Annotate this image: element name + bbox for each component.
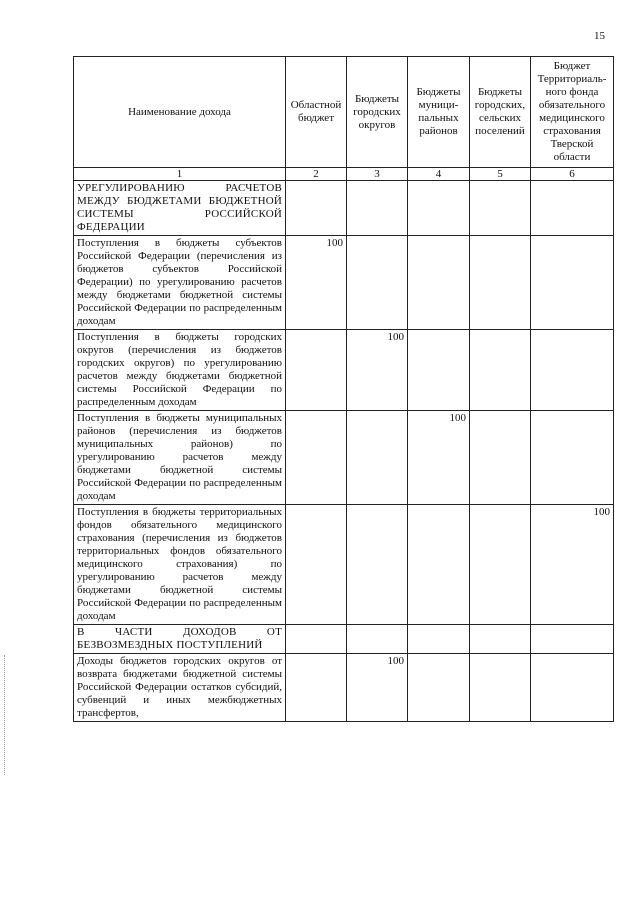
column-number: 6 [531,168,614,181]
column-number: 4 [408,168,470,181]
value-cell [286,181,347,236]
value-cell [347,505,408,625]
value-cell [531,654,614,722]
value-cell [408,505,470,625]
income-name: Поступления в бюджеты субъектов Российской Федерации (перечисления из бюджетов субъектов Российской Федерации) по урегулированию расчетов между бюджетами бюджетной системы Российской Федерации по распределенным доходам [74,236,286,330]
column-number: 3 [347,168,408,181]
table-row [74,411,614,505]
table-row [74,505,614,625]
header-city-district-budgets: Бюджеты городских округов [347,57,408,168]
page-number: 15 [594,30,605,42]
value-cell [286,330,347,411]
value-cell [470,330,531,411]
column-number-row [74,168,614,181]
value-cell: 100 [408,411,470,505]
value-cell [531,236,614,330]
value-cell [408,181,470,236]
header-regional-budget: Областной бюджет [286,57,347,168]
section-heading: УРЕГУЛИРОВАНИЮ РАСЧЕТОВ МЕЖДУ БЮДЖЕТАМИ БЮДЖЕТНОЙ СИСТЕМЫ РОССИЙСКОЙ ФЕДЕРАЦИИ [74,181,286,236]
value-cell: 100 [286,236,347,330]
table-row [74,625,614,654]
income-name: Поступления в бюджеты территориальных фондов обязательного медицинского страхования (перечисления из бюджетов территориальных фондов обязательного медицинского страхования) по урегулированию расчетов между бюджетами бюджетной системы Российской Федерации по распределенным доходам [74,505,286,625]
value-cell [470,181,531,236]
value-cell: 100 [347,330,408,411]
table-row [74,236,614,330]
value-cell [286,625,347,654]
income-name: Доходы бюджетов городских округов от возврата бюджетами бюджетной системы Российской Федерации остатков субсидий, субвенций и иных межбюджетных трансфертов, [74,654,286,722]
value-cell [531,181,614,236]
value-cell: 100 [531,505,614,625]
value-cell [408,236,470,330]
value-cell [347,236,408,330]
margin-mark [4,655,6,775]
section-heading: В ЧАСТИ ДОХОДОВ ОТ БЕЗВОЗМЕЗДНЫХ ПОСТУПЛЕНИЙ [74,625,286,654]
income-name: Поступления в бюджеты городских округов (перечисления из бюджетов городских округов) по урегулированию расчетов между бюджетами бюджетной системы Российской Федерации по распределенным доходам [74,330,286,411]
value-cell [470,236,531,330]
header-income-name: Наименование дохода [74,57,286,168]
value-cell [347,411,408,505]
value-cell [470,654,531,722]
value-cell: 100 [347,654,408,722]
column-number: 5 [470,168,531,181]
header-medical-insurance-fund-budget: Бюджет Территориаль-ного фонда обязательного медицинского страхования Тверской области [531,57,614,168]
table-row [74,330,614,411]
income-name: Поступления в бюджеты муниципальных районов (перечисления из бюджетов муниципальных районов) по урегулированию расчетов между бюджетами бюджетной системы Российской Федерации по распределенным доходам [74,411,286,505]
header-settlement-budgets: Бюджеты городских, сельских поселений [470,57,531,168]
header-municipal-district-budgets: Бюджеты муници-пальных районов [408,57,470,168]
value-cell [286,505,347,625]
value-cell [470,505,531,625]
table-header-row [74,57,614,168]
column-number: 1 [74,168,286,181]
value-cell [531,625,614,654]
value-cell [408,654,470,722]
table-row [74,654,614,722]
table-row [74,181,614,236]
value-cell [286,411,347,505]
value-cell [470,625,531,654]
value-cell [408,330,470,411]
value-cell [470,411,531,505]
income-distribution-table [73,56,614,722]
value-cell [347,181,408,236]
column-number: 2 [286,168,347,181]
value-cell [347,625,408,654]
value-cell [408,625,470,654]
value-cell [286,654,347,722]
value-cell [531,411,614,505]
value-cell [531,330,614,411]
